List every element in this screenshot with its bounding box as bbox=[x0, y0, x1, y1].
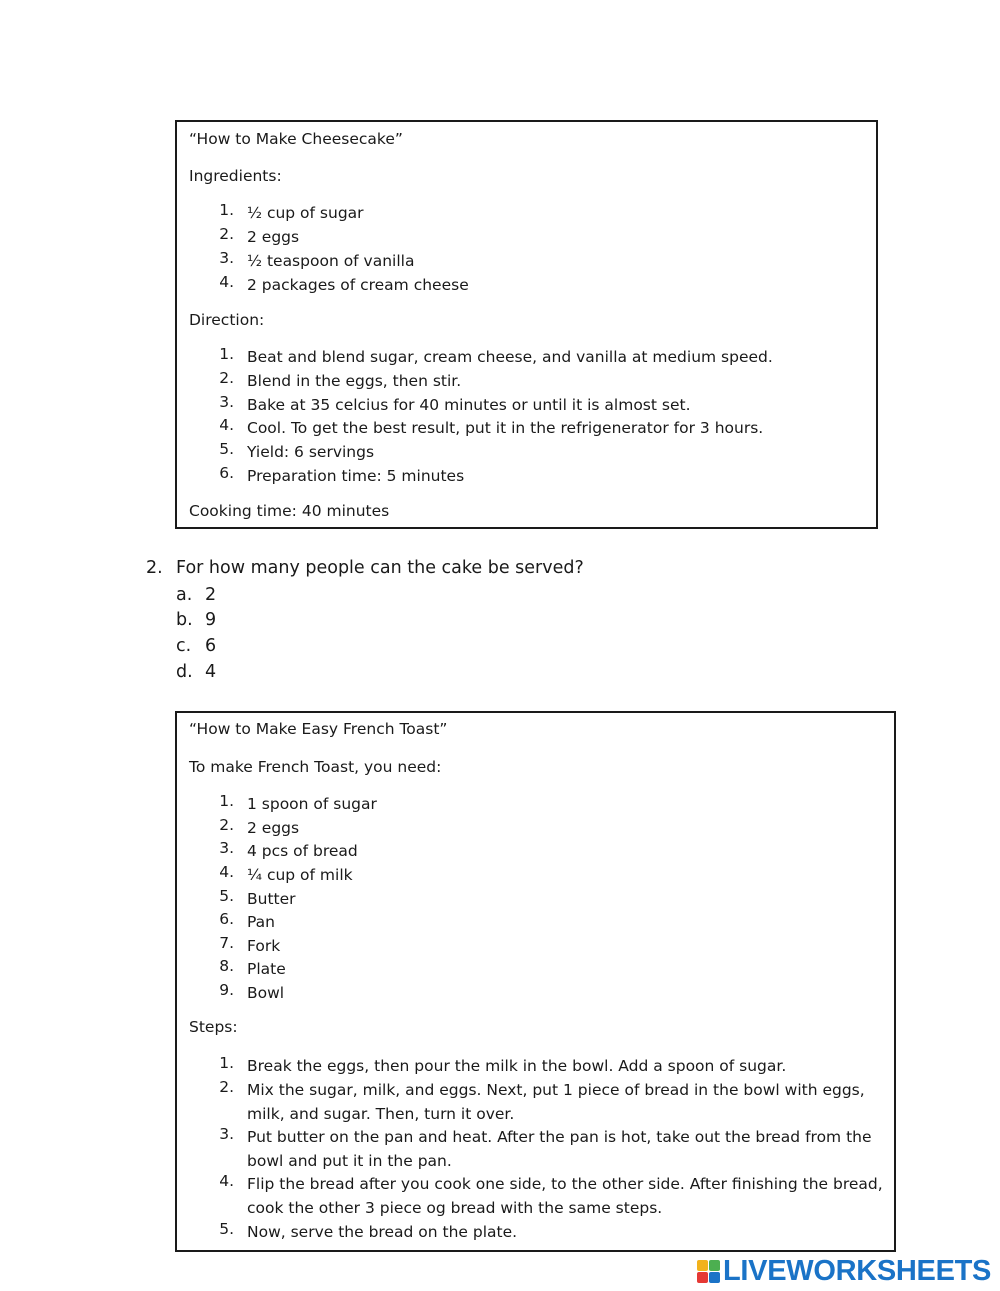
cooking-time: Cooking time: 40 minutes bbox=[189, 502, 390, 520]
logo-block bbox=[697, 1272, 708, 1283]
logo-block bbox=[697, 1260, 708, 1271]
logo-blocks-icon bbox=[697, 1260, 720, 1283]
question-text: For how many people can the cake be served? bbox=[176, 558, 584, 578]
logo-text: LIVEWORKSHEETS bbox=[723, 1254, 992, 1287]
cheesecake-title: “How to Make Cheesecake” bbox=[189, 130, 403, 148]
direction-label: Direction: bbox=[189, 311, 265, 329]
cheesecake-recipe-box: “How to Make Cheesecake” Ingredients: 1. ½ cup of sugar 2. 2 eggs 3. ½ teaspoon of vanilla 4. 2 packages of cream cheese Direction: 1. Beat and blend sugar, cream cheese, and vanilla at medium speed. 2. Blend in the eggs, then stir. 3. Bake at 35 celcius for 40 minutes or until it is almost set. 4. Cool. To get the best result, put it in the refrigenerator for 3 hours. 5. Yield: 6 servings 6. Preparation time: 5 minutes Cooking time: 40 minutes bbox=[175, 120, 878, 529]
liveworksheets-logo bbox=[697, 1254, 997, 1288]
need-label: To make French Toast, you need: bbox=[189, 758, 442, 776]
ingredients-label: Ingredients: bbox=[189, 167, 282, 185]
question-number: 2. bbox=[146, 558, 163, 578]
french-toast-title: “How to Make Easy French Toast” bbox=[189, 720, 448, 738]
steps-label: Steps: bbox=[189, 1018, 238, 1036]
logo-block bbox=[709, 1272, 720, 1283]
french-toast-recipe-box: “How to Make Easy French Toast” To make French Toast, you need: 1. 1 spoon of sugar 2. 2 eggs 3. 4 pcs of bread 4. ¼ cup of milk 5. Butter 6. Pan 7. Fork 8. Plate 9. Bowl Steps: 1. Break the eggs, then pour the milk in the bowl. Add a spoon of sugar. 2. Mix the sugar, milk, and eggs. Next, put 1 piece of bread in the bowl with eggs, milk, and sugar. Then, turn it over. 3. Put butter on the pan and heat. After the pan is hot, take out the bread from the bowl and put it in the pan. 4. Flip the bread after you cook one side, to the other side. After finishing the bread, cook the other 3 piece og bread with the same steps. 5. Now, serve the bread on the plate. bbox=[175, 711, 896, 1252]
logo-block bbox=[709, 1260, 720, 1271]
